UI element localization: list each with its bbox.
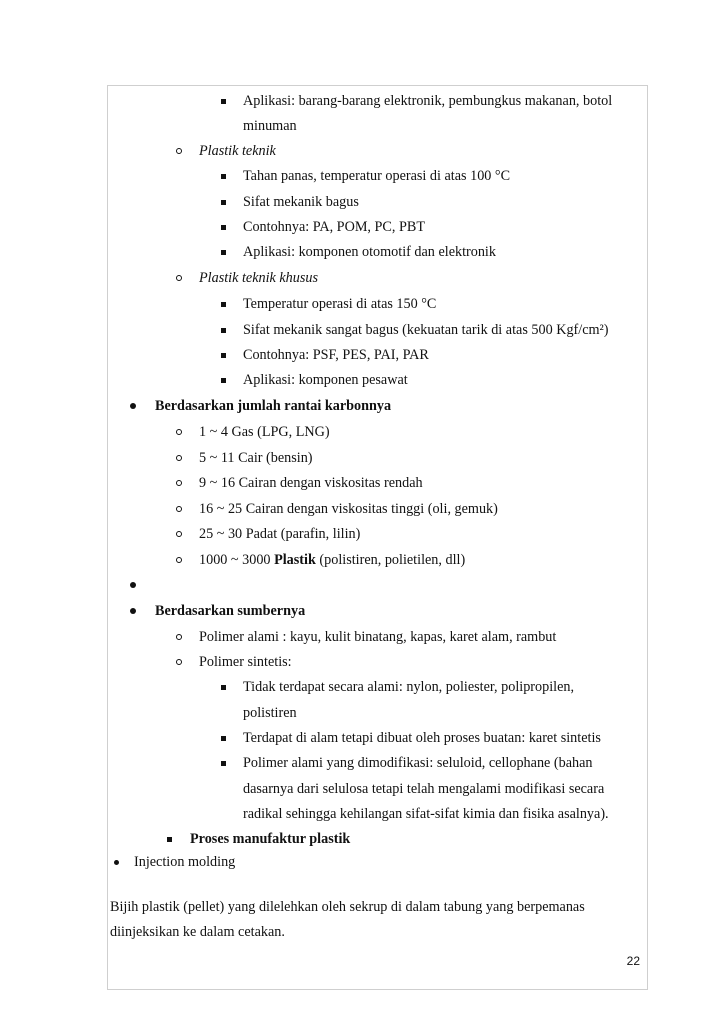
list-item: Aplikasi: barang-barang elektronik, pembungkus makanan, botol [243,93,613,109]
list-item: 5 ~ 11 Cair (bensin) [199,450,313,466]
square-bullet-icon [221,174,226,179]
circle-bullet-icon [176,557,182,563]
subheading-plastik-teknik: Plastik teknik [199,143,276,159]
subheading-plastik-teknik-khusus: Plastik teknik khusus [199,270,318,286]
square-bullet-icon [221,99,226,104]
list-item: Tidak terdapat secara alami: nylon, poliester, polipropilen, [243,679,575,695]
list-item: Temperatur operasi di atas 150 °C [243,296,437,312]
list-item: Polimer alami yang dimodifikasi: seluloid, cellophane (bahan [243,755,593,771]
square-bullet-icon [221,328,226,333]
list-item-plastik [199,551,465,569]
list-item: Polimer alami : kayu, kulit binatang, kapas, karet alam, rambut [199,629,557,645]
circle-bullet-icon [176,506,182,512]
square-bullet-icon [221,736,226,741]
list-item: Sifat mekanik bagus [243,194,359,210]
square-bullet-icon [221,761,226,766]
heading-sumber: Berdasarkan sumbernya [155,603,306,619]
list-item: Tahan panas, temperatur operasi di atas 100 °C [243,168,511,184]
text-segment: (polistiren, polietilen, dll) [315,552,466,568]
circle-bullet-icon [176,659,182,665]
list-item: Sifat mekanik sangat bagus (kekuatan tarik di atas 500 Kgf/cm²) [243,322,609,338]
page-number: 22 [626,954,640,968]
square-bullet-icon [167,837,172,842]
list-item-injection: Injection molding [134,854,236,870]
disc-bullet-icon [130,582,136,588]
list-item: Aplikasi: komponen pesawat [243,372,408,388]
heading-manufaktur: Proses manufaktur plastik [190,831,351,847]
list-item: 9 ~ 16 Cairan dengan viskositas rendah [199,475,423,491]
square-bullet-icon [221,225,226,230]
bold-term: Plastik [274,552,316,568]
list-item-continuation: radikal sehingga kehilangan sifat-sifat kimia dan fisika asalnya). [243,806,609,822]
circle-bullet-icon [176,455,182,461]
list-item-continuation: dasarnya dari selulosa tetapi telah mengalami modifikasi secara [243,781,605,797]
list-item-continuation: minuman [243,118,297,134]
heading-rantai-karbon: Berdasarkan jumlah rantai karbonnya [155,398,392,414]
disc-bullet-icon [130,403,136,409]
square-bullet-icon [221,353,226,358]
list-item: Contohnya: PSF, PES, PAI, PAR [243,347,429,363]
circle-bullet-icon [176,275,182,281]
square-bullet-icon [221,200,226,205]
text-segment: 1000 ~ 3000 [199,552,275,568]
list-item: 16 ~ 25 Cairan dengan viskositas tinggi (oli, gemuk) [199,501,498,517]
list-item-continuation: polistiren [243,705,297,721]
list-item: Contohnya: PA, POM, PC, PBT [243,219,425,235]
circle-bullet-icon [176,148,182,154]
square-bullet-icon [221,302,226,307]
circle-bullet-icon [176,634,182,640]
circle-bullet-icon [176,480,182,486]
square-bullet-icon [221,685,226,690]
list-item: Aplikasi: komponen otomotif dan elektronik [243,244,496,260]
list-item: Terdapat di alam tetapi dibuat oleh proses buatan: karet sintetis [243,730,601,746]
circle-bullet-icon [176,531,182,537]
disc-bullet-icon [114,860,119,865]
paragraph-line: diinjeksikan ke dalam cetakan. [110,924,285,940]
disc-bullet-icon [130,608,136,614]
square-bullet-icon [221,378,226,383]
list-item: Polimer sintetis: [199,654,292,670]
list-item: 1 ~ 4 Gas (LPG, LNG) [199,424,330,440]
list-item: 25 ~ 30 Padat (parafin, lilin) [199,526,361,542]
circle-bullet-icon [176,429,182,435]
paragraph-line: Bijih plastik (pellet) yang dilelehkan oleh sekrup di dalam tabung yang berpemanas [110,899,585,915]
square-bullet-icon [221,250,226,255]
